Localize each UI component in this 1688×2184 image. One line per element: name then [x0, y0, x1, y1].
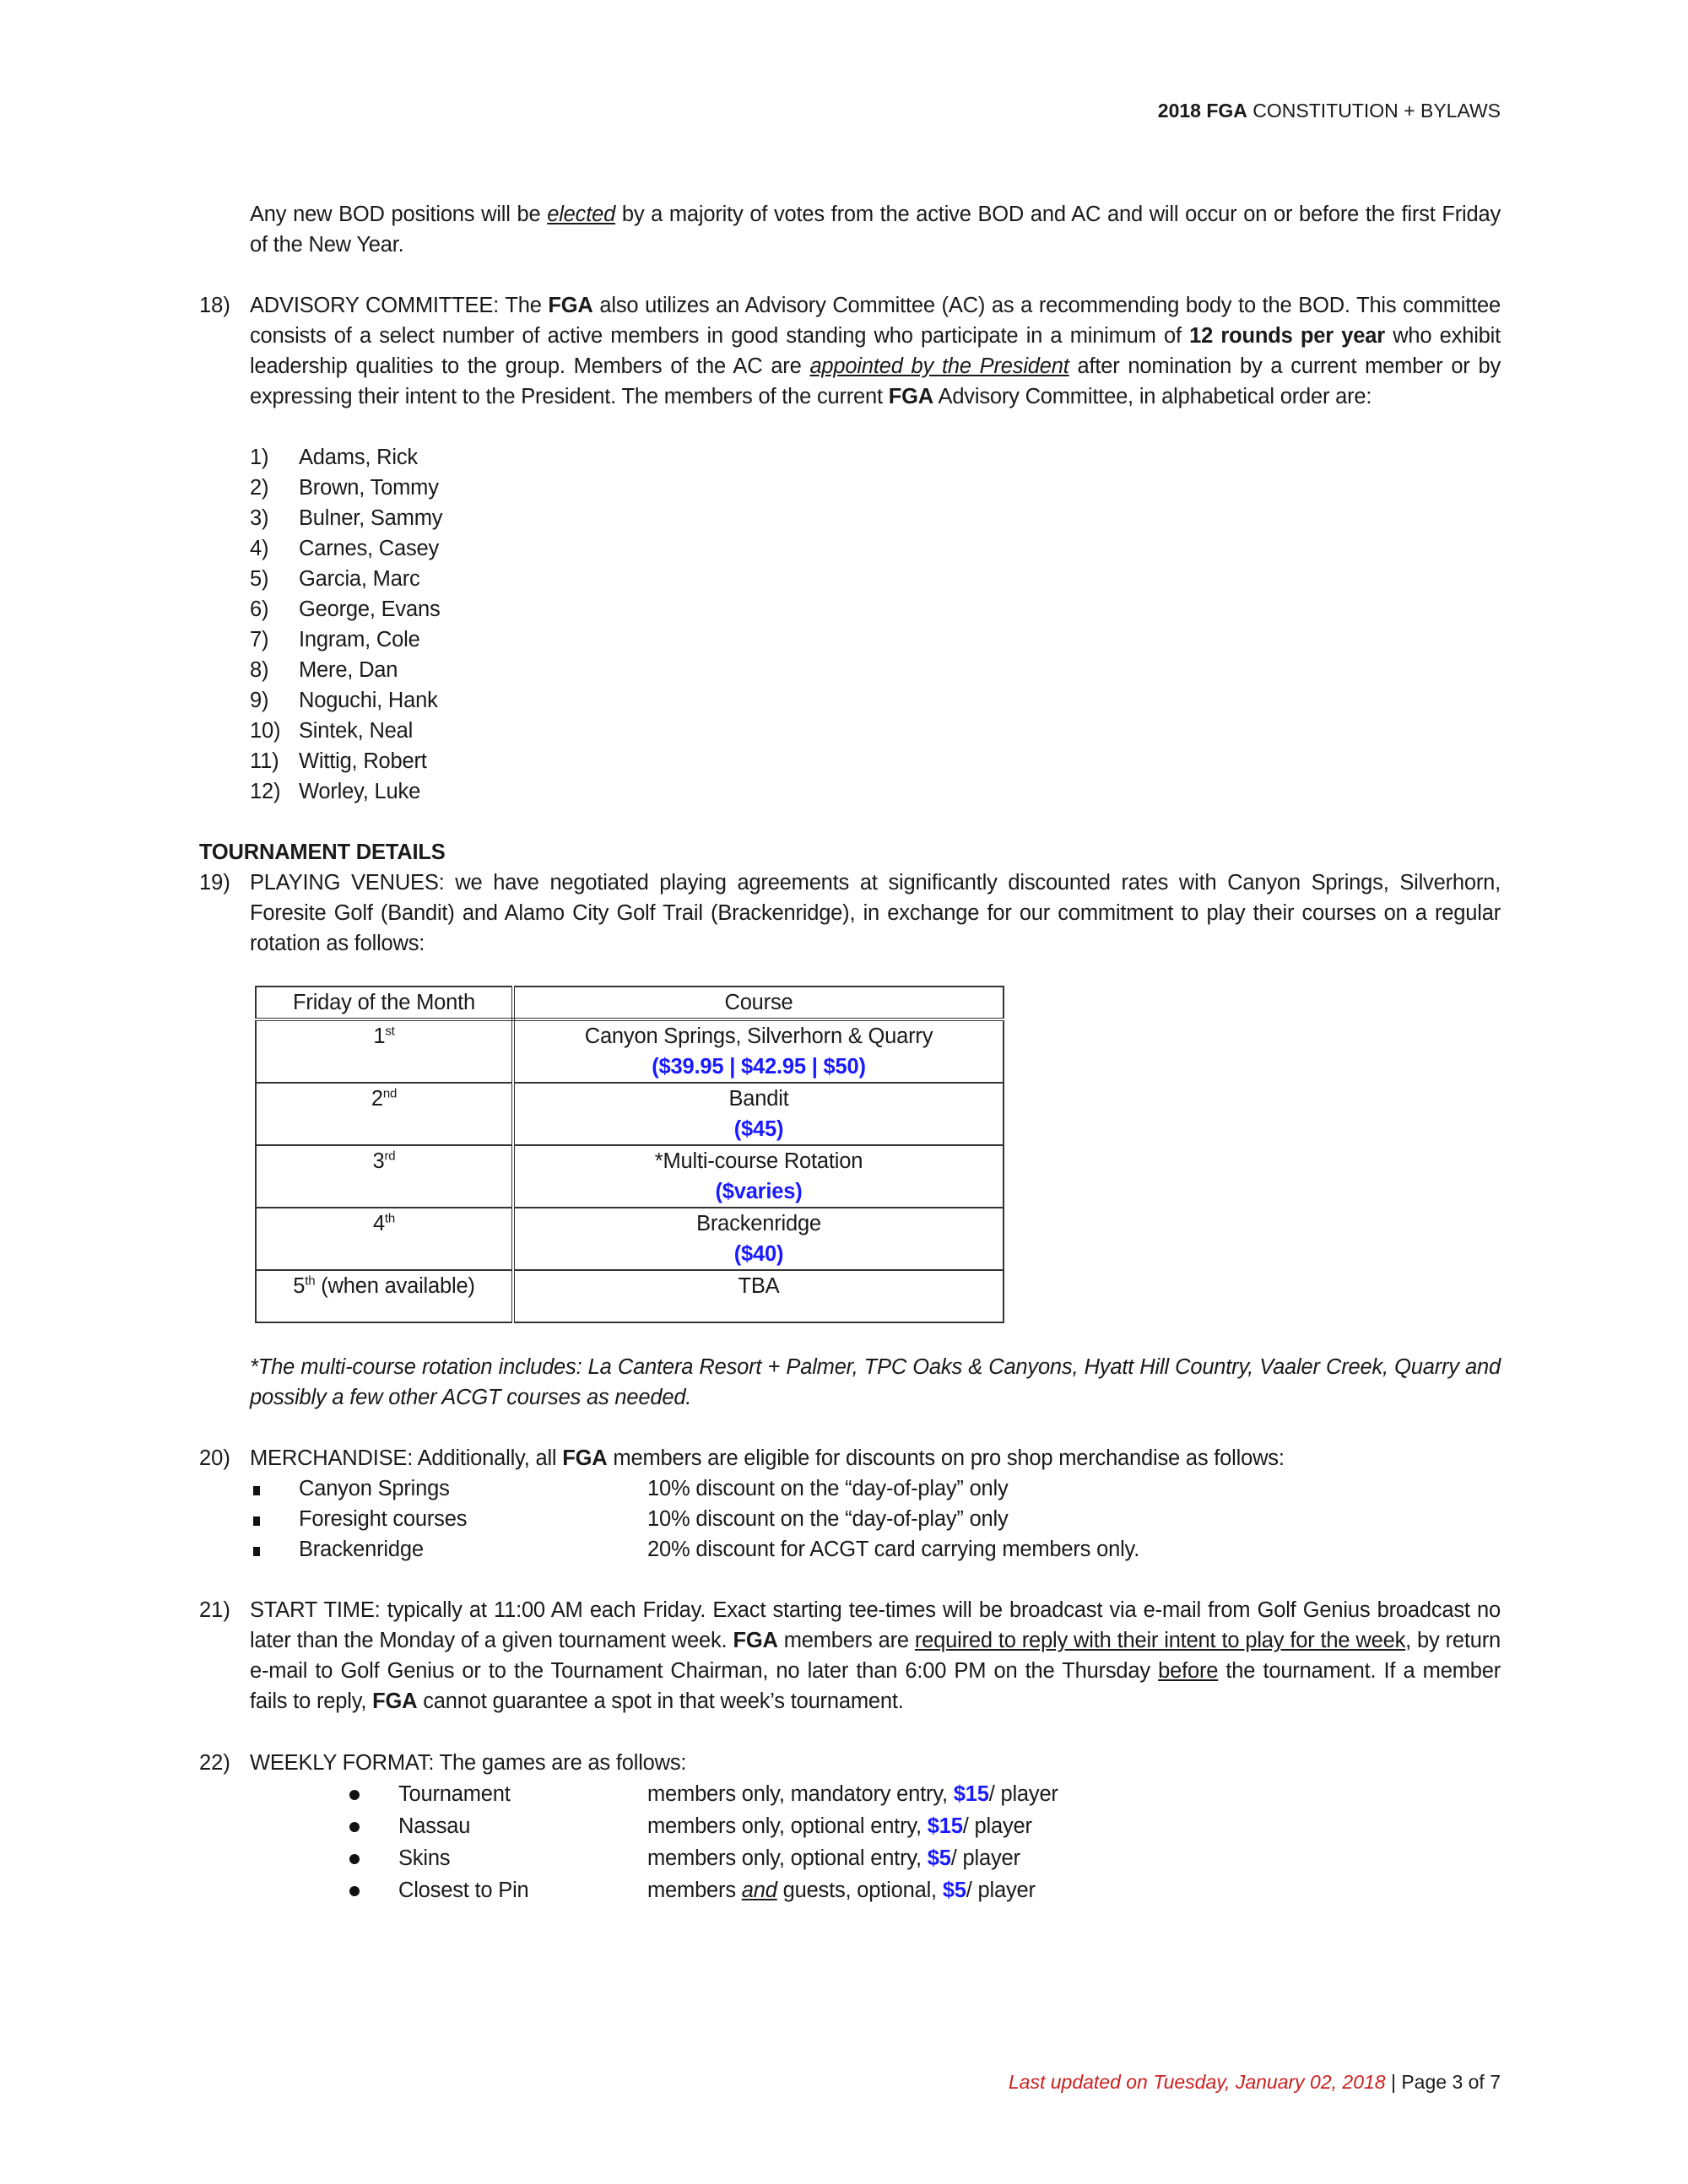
section-18-number: 18): [199, 294, 230, 317]
merch-venue: Foresight courses: [299, 1507, 468, 1531]
header-title-bold: 2018 FGA: [1157, 100, 1247, 122]
merch-discount: 10% discount on the “day-of-play” only: [647, 1507, 1009, 1531]
game-details: members only, optional entry, $15/ player: [647, 1814, 1032, 1838]
member-name: Adams, Rick: [299, 446, 418, 469]
bullet-dot-icon: [349, 1821, 360, 1836]
member-name: Carnes, Casey: [299, 537, 440, 560]
square-bullet-icon: [253, 1484, 260, 1500]
member-name: Mere, Dan: [299, 658, 398, 682]
game-name: Tournament: [398, 1782, 511, 1806]
bullet-dot-icon: [349, 1885, 360, 1900]
table-row: 1st Canyon Springs, Silverhorn & Quarry ($39.95 | $42.95 | $50): [256, 1019, 1004, 1083]
section-20-paragraph: MERCHANDISE: Additionally, all FGA members are eligible for discounts on pro shop merchandise as follows:: [250, 1446, 1285, 1470]
square-bullet-icon: [253, 1545, 260, 1560]
elected-emphasis: elected: [547, 203, 616, 226]
intro-paragraph: Any new BOD positions will be elected by a majority of votes from the active BOD and AC and will occur on or before the first Friday of the New Year.: [250, 203, 1501, 257]
tournament-details-heading: TOURNAMENT DETAILS: [199, 841, 446, 864]
merch-discount: 10% discount on the “day-of-play” only: [647, 1477, 1009, 1500]
game-name: Nassau: [398, 1814, 471, 1838]
member-name: Garcia, Marc: [299, 567, 420, 591]
section-22-number: 22): [199, 1751, 230, 1775]
game-name: Skins: [398, 1846, 451, 1870]
game-details: members only, optional entry, $5/ player: [647, 1846, 1020, 1870]
member-name: Brown, Tommy: [299, 476, 439, 500]
member-name: Wittig, Robert: [299, 749, 427, 773]
section-22-paragraph: WEEKLY FORMAT: The games are as follows:: [250, 1751, 687, 1775]
merch-venue: Brackenridge: [299, 1538, 424, 1561]
page-footer: Last updated on Tuesday, January 02, 2018 | Page 3 of 7: [1008, 2071, 1501, 2093]
course-name: Brackenridge: [696, 1212, 821, 1235]
game-details: members and guests, optional, $5/ player: [647, 1879, 1036, 1902]
table-row: 3rd *Multi-course Rotation ($varies): [256, 1145, 1004, 1208]
course-name: *Multi-course Rotation: [654, 1149, 863, 1173]
merch-discount: 20% discount for ACGT card carrying members only.: [647, 1538, 1140, 1561]
before-emphasis: before: [1158, 1659, 1219, 1683]
page-number: Page 3 of 7: [1401, 2071, 1501, 2093]
member-name: Bulner, Sammy: [299, 506, 443, 530]
section-20-number: 20): [199, 1446, 230, 1470]
course-name: TBA: [738, 1274, 780, 1298]
section-18-paragraph: ADVISORY COMMITTEE: The FGA also utilizes an Advisory Committee (AC) as a recommending body to the BOD. This committee consists of a select number of active members in good standing who participate in a minimum of 12 rounds per year who exhibit leadership qualities to the group. Members of the AC are appointed by the President after nomination by a current member or by expressing their intent to the President. The members of the current FGA Advisory Committee, in alphabetical order are:: [250, 294, 1501, 408]
playing-venues-table: [255, 986, 1004, 1323]
game-details: members only, mandatory entry, $15/ player: [647, 1782, 1058, 1806]
appointed-emphasis: appointed by the President: [809, 354, 1069, 378]
section-19-paragraph: PLAYING VENUES: we have negotiated playing agreements at significantly discounted rates with Canyon Springs, Silverhorn, Foresite Golf (Bandit) and Alamo City Golf Trail (Brackenridge), in exchange for our commitment to play their courses on a regular rotation as follows:: [250, 871, 1501, 955]
required-reply-emphasis: required to reply with their intent to play for the week: [914, 1629, 1406, 1652]
table-header-row: [256, 987, 1004, 1019]
section-19-number: 19): [199, 871, 230, 895]
member-name: Ingram, Cole: [299, 628, 420, 651]
member-name: Noguchi, Hank: [299, 689, 438, 712]
course-price: ($40): [733, 1242, 784, 1266]
bullet-dot-icon: [349, 1789, 360, 1804]
table-row: 4th Brackenridge ($40): [256, 1208, 1004, 1270]
column-header-course: Course: [513, 987, 1004, 1019]
merch-venue: Canyon Springs: [299, 1477, 450, 1500]
last-updated: Last updated on Tuesday, January 02, 2018: [1008, 2071, 1386, 2093]
square-bullet-icon: [253, 1515, 260, 1530]
member-name: Sintek, Neal: [299, 719, 414, 743]
column-header-friday: Friday of the Month: [256, 987, 513, 1019]
table-row: 5th (when available) TBA: [256, 1270, 1004, 1322]
table-row: 2nd Bandit ($45): [256, 1083, 1004, 1145]
section-21-number: 21): [199, 1598, 230, 1622]
header-title-rest: CONSTITUTION + BYLAWS: [1247, 100, 1501, 122]
game-name: Closest to Pin: [398, 1879, 529, 1902]
course-name: Bandit: [728, 1087, 789, 1111]
course-price: ($varies): [715, 1180, 803, 1203]
bullet-dot-icon: [349, 1853, 360, 1868]
multi-course-footnote: *The multi-course rotation includes: La Cantera Resort + Palmer, TPC Oaks & Canyons, Hyatt Hill Country, Vaaler Creek, Quarry and possibly a few other ACGT courses as needed.: [250, 1355, 1501, 1409]
member-name: Worley, Luke: [299, 780, 421, 803]
course-name: Canyon Springs, Silverhorn & Quarry: [584, 1024, 933, 1048]
course-price: ($39.95 | $42.95 | $50): [652, 1055, 866, 1078]
page-header: [1158, 100, 1501, 122]
section-21-paragraph: START TIME: typically at 11:00 AM each Friday. Exact starting tee-times will be broadcast via e-mail from Golf Genius broadcast no later than the Monday of a given tournament week. FGA members are required to reply with their intent to play for the week, by return e-mail to Golf Genius or to the Tournament Chairman, no later than 6:00 PM on the Thursday before the tournament. If a member fails to reply, FGA cannot guarantee a spot in that week’s tournament.: [250, 1598, 1501, 1713]
course-price: ($45): [733, 1117, 784, 1141]
member-name: George, Evans: [299, 597, 441, 621]
